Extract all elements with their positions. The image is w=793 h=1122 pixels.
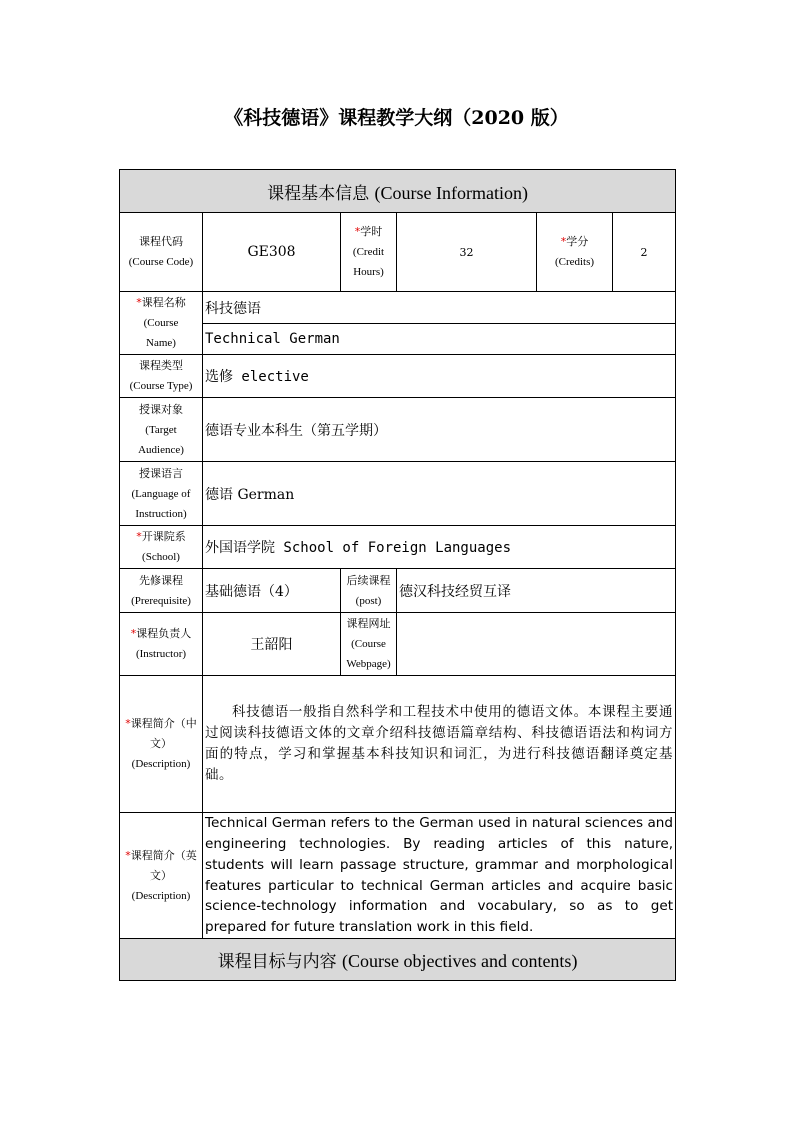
school-label-zh: 开课院系 [141,530,186,543]
credits-value: 2 [613,213,676,292]
course-type-value: 选修 elective [203,355,676,398]
description-zh-label [120,676,203,813]
hours-label [341,213,397,292]
language-value: 德语 German [203,462,676,526]
webpage-label-zh: 课程网址 [346,617,391,630]
course-code-label [120,213,203,292]
prerequisite-label [120,569,203,613]
course-code-label-zh: 课程代码 [139,235,183,248]
language-label-zh: 授课语言 [139,466,183,480]
description-en-label-1: 课程简介（英 [130,848,197,862]
description-zh-label-1: 课程简介（中 [130,717,197,730]
course-type-label [120,355,203,398]
course-info-table [119,169,676,981]
instructor-label [120,613,203,676]
credits-label-zh: 学分 [566,235,589,248]
target-audience-value: 德语专业本科生（第五学期） [203,398,676,462]
course-code-value: GE308 [203,213,341,292]
prerequisite-value: 基础德语（4） [203,569,341,613]
course-code-label-en: (Course Code) [128,256,194,268]
document-title: 《科技德语》课程教学大纲（2020 版） [224,107,569,129]
course-name-label [120,292,203,355]
course-name-en-value: Technical German [203,324,676,355]
course-name-label-zh: 课程名称 [141,296,186,309]
webpage-label [341,613,397,676]
required-mark: * [136,530,142,543]
school-value: 外国语学院 School of Foreign Languages [203,526,676,569]
section-course-objectives [120,939,676,981]
prerequisite-label-en: (Prerequisite) [131,594,191,607]
objectives-label-en: (Course objectives and contents) [342,951,578,971]
required-mark: * [130,627,137,640]
hours-label-en-1: (Credit [352,246,385,258]
course-name-zh-value: 科技德语 [203,292,676,324]
description-zh-text: 科技德语一般指自然科学和工程技术中使用的德语文体。本课程主要通过阅读科技德语文体的文章介绍科技德语篇章结构、科技德语语法和构词方面的特点，学习和掌握基本科技知识和词汇，为进行科技德语翻译奠定基础。 [203,676,676,813]
required-mark: * [125,848,131,862]
post-course-label [341,569,397,613]
webpage-value [397,613,676,676]
credits-label [537,213,613,292]
instructor-label-zh: 课程负责人 [136,627,192,640]
course-type-label-en: (Course Type) [129,380,193,392]
school-label [120,526,203,569]
objectives-label-zh: 课程目标与内容 [217,952,337,972]
hours-value: 32 [397,213,537,292]
language-label-en-1: (Language of [131,487,191,500]
credits-label-en: (Credits) [554,256,595,268]
section-label-zh: 课程基本信息 [267,183,370,204]
hours-label-en-2: Hours) [353,266,384,278]
description-en-text: Technical German refers to the German used in natural sciences and engineering technologies. By reading articles of this nature, students will learn passage structure, grammar and morphological features particular to technical German articles and acquire basic science-technology information and vocabulary, so as to get prepared for future translation work in this field. [203,813,676,939]
language-label-en-2: Instruction) [135,507,187,520]
course-type-label-zh: 课程类型 [139,359,183,372]
description-zh-label-en: (Description) [131,758,191,770]
prerequisite-label-zh: 先修课程 [139,573,183,587]
school-label-en: (School) [142,551,180,563]
description-en-label [120,813,203,939]
target-label-zh: 授课对象 [139,402,183,416]
language-label [120,462,203,526]
required-mark: * [136,296,142,309]
post-label-en: (post) [355,594,382,607]
webpage-label-en-1: (Course [351,638,386,650]
target-label-en-1: (Target [145,423,177,436]
description-en-label-2: 文） [150,869,172,882]
required-mark: * [560,235,567,248]
webpage-label-en-2: Webpage) [346,658,391,670]
course-name-label-en-2: Name) [146,337,176,349]
target-audience-label [120,398,203,462]
instructor-label-en: (Instructor) [135,648,187,660]
instructor-value: 王韶阳 [203,613,341,676]
target-label-en-2: Audience) [138,443,184,456]
section-label-en: (Course Information) [374,182,528,203]
required-mark: * [354,225,361,238]
hours-label-zh: 学时 [360,225,383,238]
section-course-information [120,170,676,213]
course-name-label-en-1: (Course [143,317,179,329]
required-mark: * [125,717,131,730]
description-en-label-en: (Description) [131,889,191,902]
description-zh-label-2: 文） [150,738,172,750]
post-label-zh: 后续课程 [346,573,391,587]
post-course-value: 德汉科技经贸互译 [397,569,676,613]
